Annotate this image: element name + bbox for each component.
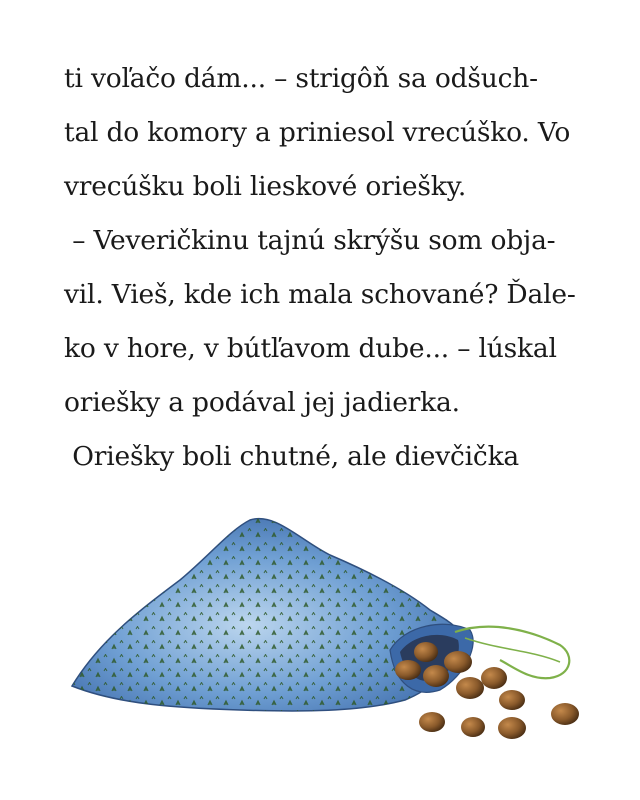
- nut-pouch-illustration: [60, 500, 600, 750]
- text-line-5: vil. Vieš, kde ich mala schované? Ďale-: [64, 279, 576, 310]
- text-line-8: Oriešky boli chutné, ale dievčička: [64, 441, 520, 472]
- pouch-body: [72, 519, 473, 711]
- text-line-3: vrecúšku boli lieskové oriešky.: [64, 171, 467, 202]
- text-line-6: ko v hore, v bútľavom dube... – lúskal: [64, 333, 557, 364]
- text-line-7: oriešky a podával jej jadierka.: [64, 387, 460, 418]
- text-line-4: – Veveričkinu tajnú skrýšu som obja-: [64, 225, 556, 256]
- text-line-2: tal do komory a priniesol vrecúško. Vo: [64, 117, 571, 148]
- text-line-1: ti voľačo dám... – strigôň sa odšuch-: [64, 63, 538, 94]
- story-text: [64, 52, 624, 484]
